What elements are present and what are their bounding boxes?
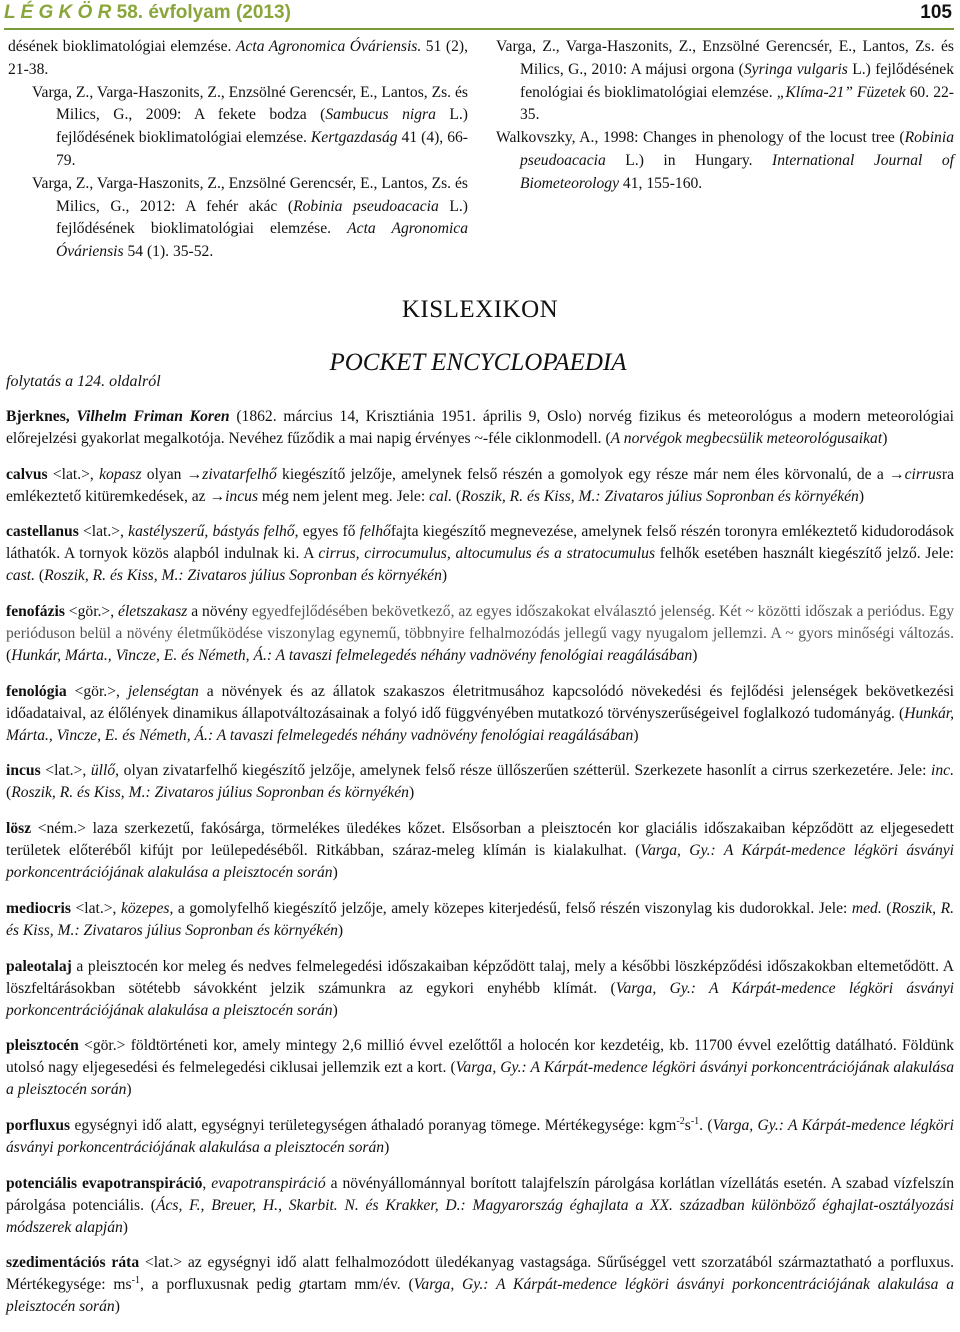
entry-source: Varga, Gy.: A Kárpát-medence légköri ásványi porkoncentrációjának alakulása a pleisztocén során bbox=[6, 1116, 954, 1156]
page-header bbox=[4, 0, 954, 30]
entry-body: ( bbox=[6, 647, 12, 665]
entry-italic: cast. bbox=[6, 567, 36, 585]
entry-end: ) bbox=[332, 1001, 338, 1019]
entry-end: ) bbox=[114, 1298, 120, 1316]
entry-body: <gör.>, bbox=[66, 682, 128, 700]
entry-term: calvus bbox=[6, 465, 48, 483]
entry-body: <ném.> laza szerkezetű, fakósárga, törmelékes üledékes kőzet. Elsősorban a pleisztocén kor glaciális időszakaiban képződött az eljegesedett területek előteréből kifújt por leülepedéséből. Ritkábban, száraz-meleg klímán is kialakulhat. ( bbox=[6, 820, 954, 860]
entry-body: egységnyi idő alatt, egységnyi területegységen áthaladó poranyag tömege. Mértékegysége: kgm bbox=[70, 1116, 677, 1134]
ref-species: Robinia pseudoacacia bbox=[293, 197, 439, 215]
entry-body: , bbox=[202, 1174, 212, 1192]
ref-text: 60. 22-35. bbox=[520, 83, 954, 124]
entry-italic: g bbox=[298, 1276, 307, 1294]
entry-source: A norvégok megbecsülik meteorológusaikat bbox=[610, 430, 883, 447]
ref-text: L.) fejlődésének bioklimatológiai elemzése. bbox=[56, 197, 468, 238]
ref-text: L.) fejlődésének bioklimatológiai elemzése. bbox=[56, 106, 469, 147]
entry-body: <lat.>, bbox=[47, 465, 100, 483]
entry-body: <lat.>, bbox=[70, 899, 121, 917]
ref-journal: Acta Agronomica Óváriensis bbox=[56, 220, 468, 261]
ref-text: Varga, Z., Varga-Haszonits, Z., Enzsölné Gerencsér, E., Lantos, Zs. és Milics, G., 2010: A májusi orgona ( bbox=[496, 38, 954, 78]
entry-italic: med. bbox=[851, 899, 882, 917]
entry-body: fajta kiegészítő megnevezése, amelynek felső részén toronyra emlékeztető kidudorodások láthatók. A tornyok közös alapból indulnak ki. A bbox=[6, 523, 955, 563]
left-reference-column bbox=[8, 36, 469, 264]
entry-source: Hunkár, Márta., Vincze, E. és Németh, Á.: A tavaszi felmelegedés néhány vadnövény fenológiai reagálásában bbox=[11, 647, 693, 665]
entry-italic: felhő bbox=[359, 523, 391, 541]
entry-end: ) bbox=[384, 1138, 390, 1156]
lexicon-entry bbox=[6, 1173, 954, 1239]
entry-term: Bjerknes, bbox=[6, 408, 70, 425]
ref-text: 41, 155-160. bbox=[619, 174, 703, 192]
entry-body: (1862. március 14, Krisztiánia 1951. április 9, Oslo) norvég fizikus és meteorológus a modern meteorológiai előrejelzési gyakorlat megalkotója. Nevéhez fűződik a mai napig érvényes ~-féle ciklonmodell. ( bbox=[6, 408, 954, 447]
volume-label: 58. évfolyam (2013) bbox=[116, 2, 291, 23]
ref-text: 51 (2), 21-38. bbox=[8, 38, 468, 78]
ref-text: Walkovszky, A., 1998: Changes in phenology of the locust tree ( bbox=[496, 129, 905, 147]
lexicon-entry bbox=[6, 681, 954, 747]
lexicon-entry bbox=[6, 521, 954, 587]
ref-text: désének bioklimatológiai elemzése. bbox=[8, 38, 236, 55]
lexicon-entry bbox=[6, 601, 954, 667]
entry-end: ) bbox=[858, 487, 865, 505]
entry-source: Roszik, R. és Kiss, M.: Zivataros július Sopronban és környékén bbox=[11, 784, 409, 802]
lexicon-entry bbox=[6, 760, 954, 804]
entry-term: fenológia bbox=[6, 682, 67, 700]
ref-journal: Kertgazdaság bbox=[310, 129, 398, 147]
entry-body: , a porfluxusnak pedig bbox=[139, 1276, 299, 1294]
right-reference-column bbox=[496, 36, 954, 196]
entry-source: Varga, Gy.: A Kárpát-medence légköri ásványi porkoncentrációjának alakulása a pleisztocén során bbox=[6, 1276, 955, 1316]
reference-item bbox=[496, 127, 954, 195]
entry-italic: kopasz bbox=[99, 465, 142, 483]
entry-body: , egyes fő bbox=[294, 523, 360, 541]
entry-italic: üllő bbox=[90, 762, 116, 780]
entry-italic: evapotranspiráció bbox=[211, 1174, 326, 1192]
section-subtitle-text: POCKET ENCYCLOPAEDIA bbox=[329, 349, 627, 376]
entry-term: pleisztocén bbox=[6, 1037, 79, 1055]
entry-body-gray: egyedfejlődésében bekövetkező, az egyes időszakokat elválasztó jelenség. Két ~ közötti időszak a periódus. Egy perióduson belül a növény életműködése viszonylag egynemű, többnyire felhalmozódás jellegű vagy nyugalom jellemzi. A ~ gyors minőségi változás. bbox=[6, 603, 955, 643]
lexicon-entry bbox=[6, 464, 954, 508]
entry-body: ra emlékeztető kitüremkedések, az → bbox=[6, 465, 954, 505]
lexicon-entry bbox=[6, 898, 954, 942]
lexicon-entry bbox=[6, 818, 954, 884]
entry-source: Roszik, R. és Kiss, M.: Zivataros július Sopronban és környékén bbox=[461, 487, 859, 505]
entry-body: ( bbox=[452, 487, 462, 505]
entry-body: <gör.>, bbox=[64, 603, 119, 621]
entry-body: még nem jelent meg. Jele: bbox=[258, 487, 430, 505]
ref-species: Syringa vulgaris bbox=[743, 60, 848, 78]
entry-body: ( bbox=[6, 784, 12, 802]
entry-end: ) bbox=[441, 567, 448, 585]
lexicon-entries bbox=[6, 406, 954, 1332]
entry-italic: cirrus, cirrocumulus, altocumulus és a stratocumulus bbox=[318, 545, 656, 563]
entry-end: ) bbox=[122, 1218, 128, 1236]
entry-body: olyan → bbox=[141, 465, 203, 483]
entry-term: potenciális evapotranspiráció bbox=[6, 1174, 203, 1192]
reference-item bbox=[496, 36, 954, 127]
entry-body: , olyan zivatarfelhő kiegészítő jelzője, amelynek felső része üllőszerűen szétterül. Szerkezete hasonlít a cirrus szerkezetére. Jele: bbox=[115, 762, 932, 780]
entry-end: ) bbox=[882, 430, 888, 447]
entry-italic: közepes, bbox=[120, 899, 174, 917]
section-title: KISLEXIKON bbox=[401, 296, 559, 323]
entry-italic: cirrus bbox=[904, 465, 942, 483]
entry-source: Varga, Gy.: A Kárpát-medence légköri ásványi porkoncentrációjának alakulása a pleisztocén során bbox=[6, 1059, 954, 1099]
entry-term: castellanus bbox=[6, 523, 79, 541]
entry-body: <lat.>, bbox=[40, 762, 91, 780]
ref-journal: Acta Agronomica Óváriensis. bbox=[235, 38, 422, 55]
journal-header bbox=[4, 2, 291, 24]
entry-source: Roszik, R. és Kiss, M.: Zivataros július Sopronban és környékén bbox=[44, 567, 442, 585]
entry-source: Varga, Gy.: A Kárpát-medence légköri ásványi porkoncentrációjának alakulása a pleisztocén során bbox=[6, 979, 955, 1019]
entry-body: <lat.> az egységnyi idő alatt felhalmozódott üledékanyag vastagsága. Sűrűséggel vett szorzatából származtatható a porfluxus. Mértékegysége: ms bbox=[6, 1254, 954, 1294]
superscript: -1 bbox=[131, 1275, 140, 1287]
ref-text: 54 (1). 35-52. bbox=[123, 243, 214, 261]
ref-text: L.) in Hungary. bbox=[605, 151, 773, 169]
entry-source: Ács, F., Breuer, H., Skarbit. N. és Krakker, D.: Magyarország éghajlata a XX. században különböző éghajlat-osztályozási módszerek alapján bbox=[6, 1196, 954, 1236]
entry-body: tartam mm/év. ( bbox=[306, 1276, 414, 1294]
entry-body: felhők esetében használt kiegészítő jelző. Jele: bbox=[655, 545, 954, 563]
ref-text: L.) fejlődésének fenológiai és bioklimatológiai elemzése. bbox=[520, 60, 955, 101]
entry-term: mediocris bbox=[6, 899, 71, 917]
page-number: 105 bbox=[920, 2, 952, 23]
entry-body: a gomolyfelhő kiegészítő jelzője, amely közepes kiterjedésű, felső részén viszonylag kis dudorokkal. Jele: bbox=[173, 899, 852, 917]
lexicon-entry bbox=[6, 1252, 954, 1318]
journal-name: L É G K Ö R bbox=[4, 2, 112, 23]
lexicon-entry bbox=[6, 406, 954, 450]
reference-item bbox=[32, 82, 468, 173]
entry-term: lösz bbox=[6, 820, 32, 838]
ref-text: 41 (4), 66-79. bbox=[56, 129, 468, 169]
entry-term: porfluxus bbox=[6, 1116, 71, 1134]
entry-body: kiegészítő jelzője, amelynek felső részén a gomolyok egy része már nem éles körvonalú, de a → bbox=[276, 465, 905, 483]
entry-body: ( bbox=[881, 899, 892, 917]
entry-source: Hunkár, Márta., Vincze, E. és Németh, Á.: A tavaszi felmelegedés néhány vadnövény fenológiai reagálásában bbox=[6, 704, 954, 744]
entry-end: ) bbox=[692, 647, 698, 665]
ref-text: Varga, Z., Varga-Haszonits, Z., Enzsölné Gerencsér, E., Lantos, Zs. és Milics, G., 2009: A fekete bodza ( bbox=[32, 83, 468, 124]
entry-end: ) bbox=[633, 726, 639, 744]
ref-text: Varga, Z., Varga-Haszonits, Z., Enzsölné Gerencsér, E., Lantos, Zs. és Milics, G., 2012: A fehér akác ( bbox=[32, 174, 468, 215]
entry-body: a növényállománnyal borított talajfelszín párolgása korlátlan vízellátás esetén. A szabad vízfelszín párolgása potenciális. ( bbox=[6, 1174, 954, 1214]
entry-italic: inc. bbox=[931, 762, 954, 780]
lexicon-entry bbox=[6, 1035, 954, 1101]
entry-term: paleotalaj bbox=[6, 957, 72, 975]
entry-body: a növények és az állatok szakaszos életritmusához kapcsolódó növekedési és fejlődési jelenségek bekövetkezési időadataival, az élőlények dinamikus állapotváltozásainak a folyó idő függvényében mutatkozó törvényszerűségeivel foglalkozó tudományág. ( bbox=[6, 682, 954, 722]
ref-species: Robinia pseudoacacia bbox=[520, 129, 954, 169]
entry-end: ) bbox=[126, 1081, 132, 1099]
entry-italic: kastélyszerű, bástyás felhő bbox=[128, 523, 295, 541]
entry-term-name: Vilhelm Friman Koren bbox=[69, 408, 230, 425]
entry-end: ) bbox=[332, 864, 338, 882]
continuation-note: folytatás a 124. oldalról bbox=[6, 373, 161, 390]
entry-body: a növény bbox=[187, 603, 252, 621]
entry-term: szedimentációs ráta bbox=[6, 1254, 140, 1272]
entry-body: . ( bbox=[699, 1116, 713, 1134]
entry-end: ) bbox=[408, 784, 415, 802]
entry-italic: incus bbox=[225, 487, 259, 505]
lexicon-entry bbox=[6, 1115, 954, 1159]
entry-body: a pleisztocén kor meleg és nedves felmelegedési időszakaiban képződött talaj, mely a későbbi löszképződési időszakokban eltemetődött. A löszfeltárásokban sötétebb sávokként jelzik számunkra az egykori enyhébb klímát. ( bbox=[6, 957, 954, 997]
ref-journal: International Journal of Biometeorology bbox=[520, 151, 955, 192]
lexicon-entry bbox=[6, 956, 954, 1022]
superscript: -1 bbox=[690, 1115, 700, 1127]
entry-body: s bbox=[684, 1116, 691, 1134]
entry-end: ) bbox=[337, 921, 344, 939]
entry-body: <lat.>, bbox=[78, 523, 129, 541]
entry-italic: jelenségtan bbox=[127, 682, 199, 700]
entry-italic: cal. bbox=[429, 487, 453, 505]
superscript: -2 bbox=[676, 1115, 685, 1127]
entry-body: <gör.> földtörténeti kor, amely mintegy 2,6 millió évvel ezelőttől a holocén kor kezdetéig, kb. 11700 évvel ezelőttig datálható. Földünk utolsó nagy eljegesedési és felmelegedési ciklusai jellemzik ezt a kort. ( bbox=[6, 1037, 954, 1077]
entry-source: Varga, Gy.: A Kárpát-medence légköri ásványi porkoncentrációjának alakulása a pleisztocén során bbox=[6, 842, 954, 882]
ref-species: Sambucus nigra bbox=[325, 106, 436, 124]
entry-italic: zivatarfelhő bbox=[202, 465, 277, 483]
entry-term: fenofázis bbox=[6, 603, 65, 621]
reference-item bbox=[32, 173, 468, 264]
entry-term: incus bbox=[6, 762, 41, 780]
entry-italic: életszakasz bbox=[118, 603, 188, 621]
entry-source: Roszik, R. és Kiss, M.: Zivataros július Sopronban és környékén bbox=[6, 899, 954, 939]
entry-body: ( bbox=[35, 567, 45, 585]
ref-journal: „Klíma-21” Füzetek bbox=[776, 83, 906, 101]
reference-item bbox=[8, 36, 468, 82]
